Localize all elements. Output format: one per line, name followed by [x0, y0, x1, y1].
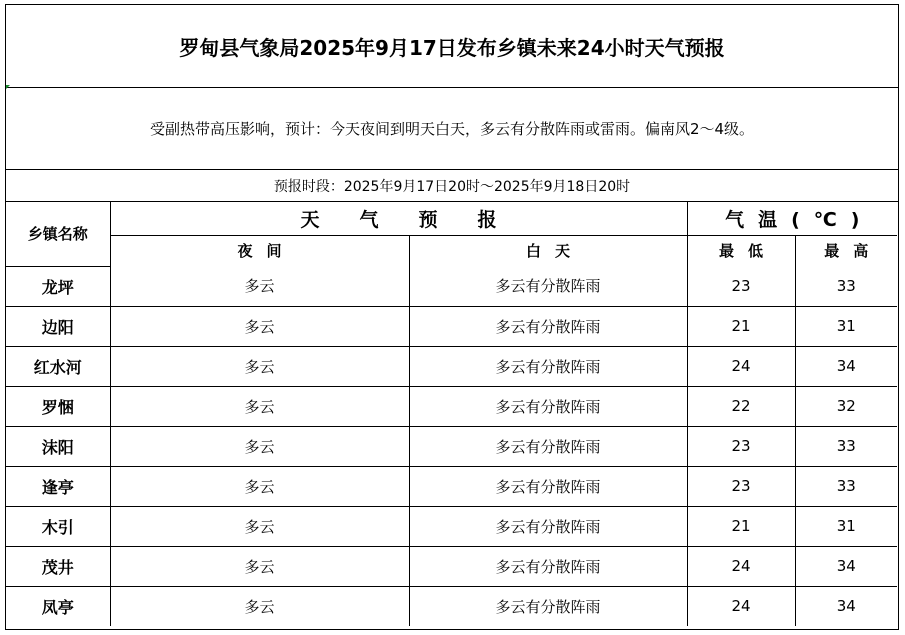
high-temp: 32 [795, 386, 897, 426]
table-row [6, 466, 897, 506]
day-weather: 多云有分散阵雨 [409, 266, 687, 306]
forecast-table [6, 202, 897, 626]
table-row [6, 346, 897, 386]
header-high: 最高 [795, 235, 897, 266]
night-weather: 多云 [110, 266, 409, 306]
day-weather: 多云有分散阵雨 [409, 506, 687, 546]
night-weather: 多云 [110, 586, 409, 626]
header-row-2 [6, 235, 897, 266]
town-name: 罗悃 [6, 386, 110, 426]
header-weather-forecast: 天气预报 [110, 202, 687, 235]
low-temp: 21 [687, 306, 795, 346]
high-temp: 31 [795, 306, 897, 346]
page-title: 罗甸县气象局2025年9月17日发布乡镇未来24小时天气预报 [6, 5, 898, 88]
low-temp: 23 [687, 426, 795, 466]
high-temp: 34 [795, 546, 897, 586]
header-low: 最低 [687, 235, 795, 266]
table-row [6, 266, 897, 306]
town-name: 边阳 [6, 306, 110, 346]
table-row [6, 306, 897, 346]
table-row [6, 586, 897, 626]
table-row [6, 546, 897, 586]
town-name: 沫阳 [6, 426, 110, 466]
day-weather: 多云有分散阵雨 [409, 586, 687, 626]
day-weather: 多云有分散阵雨 [409, 386, 687, 426]
night-weather: 多云 [110, 506, 409, 546]
high-temp: 34 [795, 586, 897, 626]
high-temp: 33 [795, 266, 897, 306]
low-temp: 23 [687, 466, 795, 506]
day-weather: 多云有分散阵雨 [409, 466, 687, 506]
low-temp: 23 [687, 266, 795, 306]
table-row [6, 426, 897, 466]
day-weather: 多云有分散阵雨 [409, 546, 687, 586]
town-name: 逢亭 [6, 466, 110, 506]
night-weather: 多云 [110, 426, 409, 466]
table-row [6, 506, 897, 546]
night-weather: 多云 [110, 306, 409, 346]
town-name: 茂井 [6, 546, 110, 586]
town-name: 红水河 [6, 346, 110, 386]
low-temp: 24 [687, 586, 795, 626]
day-weather: 多云有分散阵雨 [409, 306, 687, 346]
forecast-sheet [5, 4, 899, 630]
low-temp: 22 [687, 386, 795, 426]
high-temp: 33 [795, 466, 897, 506]
header-night: 夜间 [110, 235, 409, 266]
night-weather: 多云 [110, 386, 409, 426]
high-temp: 33 [795, 426, 897, 466]
header-day: 白天 [409, 235, 687, 266]
header-row-1 [6, 202, 897, 235]
table-row [6, 386, 897, 426]
town-name: 凤亭 [6, 586, 110, 626]
header-temperature: 气温(℃) [687, 202, 897, 235]
night-weather: 多云 [110, 346, 409, 386]
low-temp: 24 [687, 546, 795, 586]
town-name: 龙坪 [6, 266, 110, 306]
day-weather: 多云有分散阵雨 [409, 426, 687, 466]
forecast-period: 预报时段：2025年9月17日20时～2025年9月18日20时 [6, 170, 898, 202]
forecast-rows [6, 266, 897, 626]
header-town: 乡镇名称 [6, 202, 110, 266]
high-temp: 31 [795, 506, 897, 546]
low-temp: 21 [687, 506, 795, 546]
night-weather: 多云 [110, 546, 409, 586]
night-weather: 多云 [110, 466, 409, 506]
day-weather: 多云有分散阵雨 [409, 346, 687, 386]
high-temp: 34 [795, 346, 897, 386]
town-name: 木引 [6, 506, 110, 546]
forecast-summary: 受副热带高压影响，预计：今天夜间到明天白天，多云有分散阵雨或雷雨。偏南风2～4级。 [6, 88, 898, 170]
low-temp: 24 [687, 346, 795, 386]
